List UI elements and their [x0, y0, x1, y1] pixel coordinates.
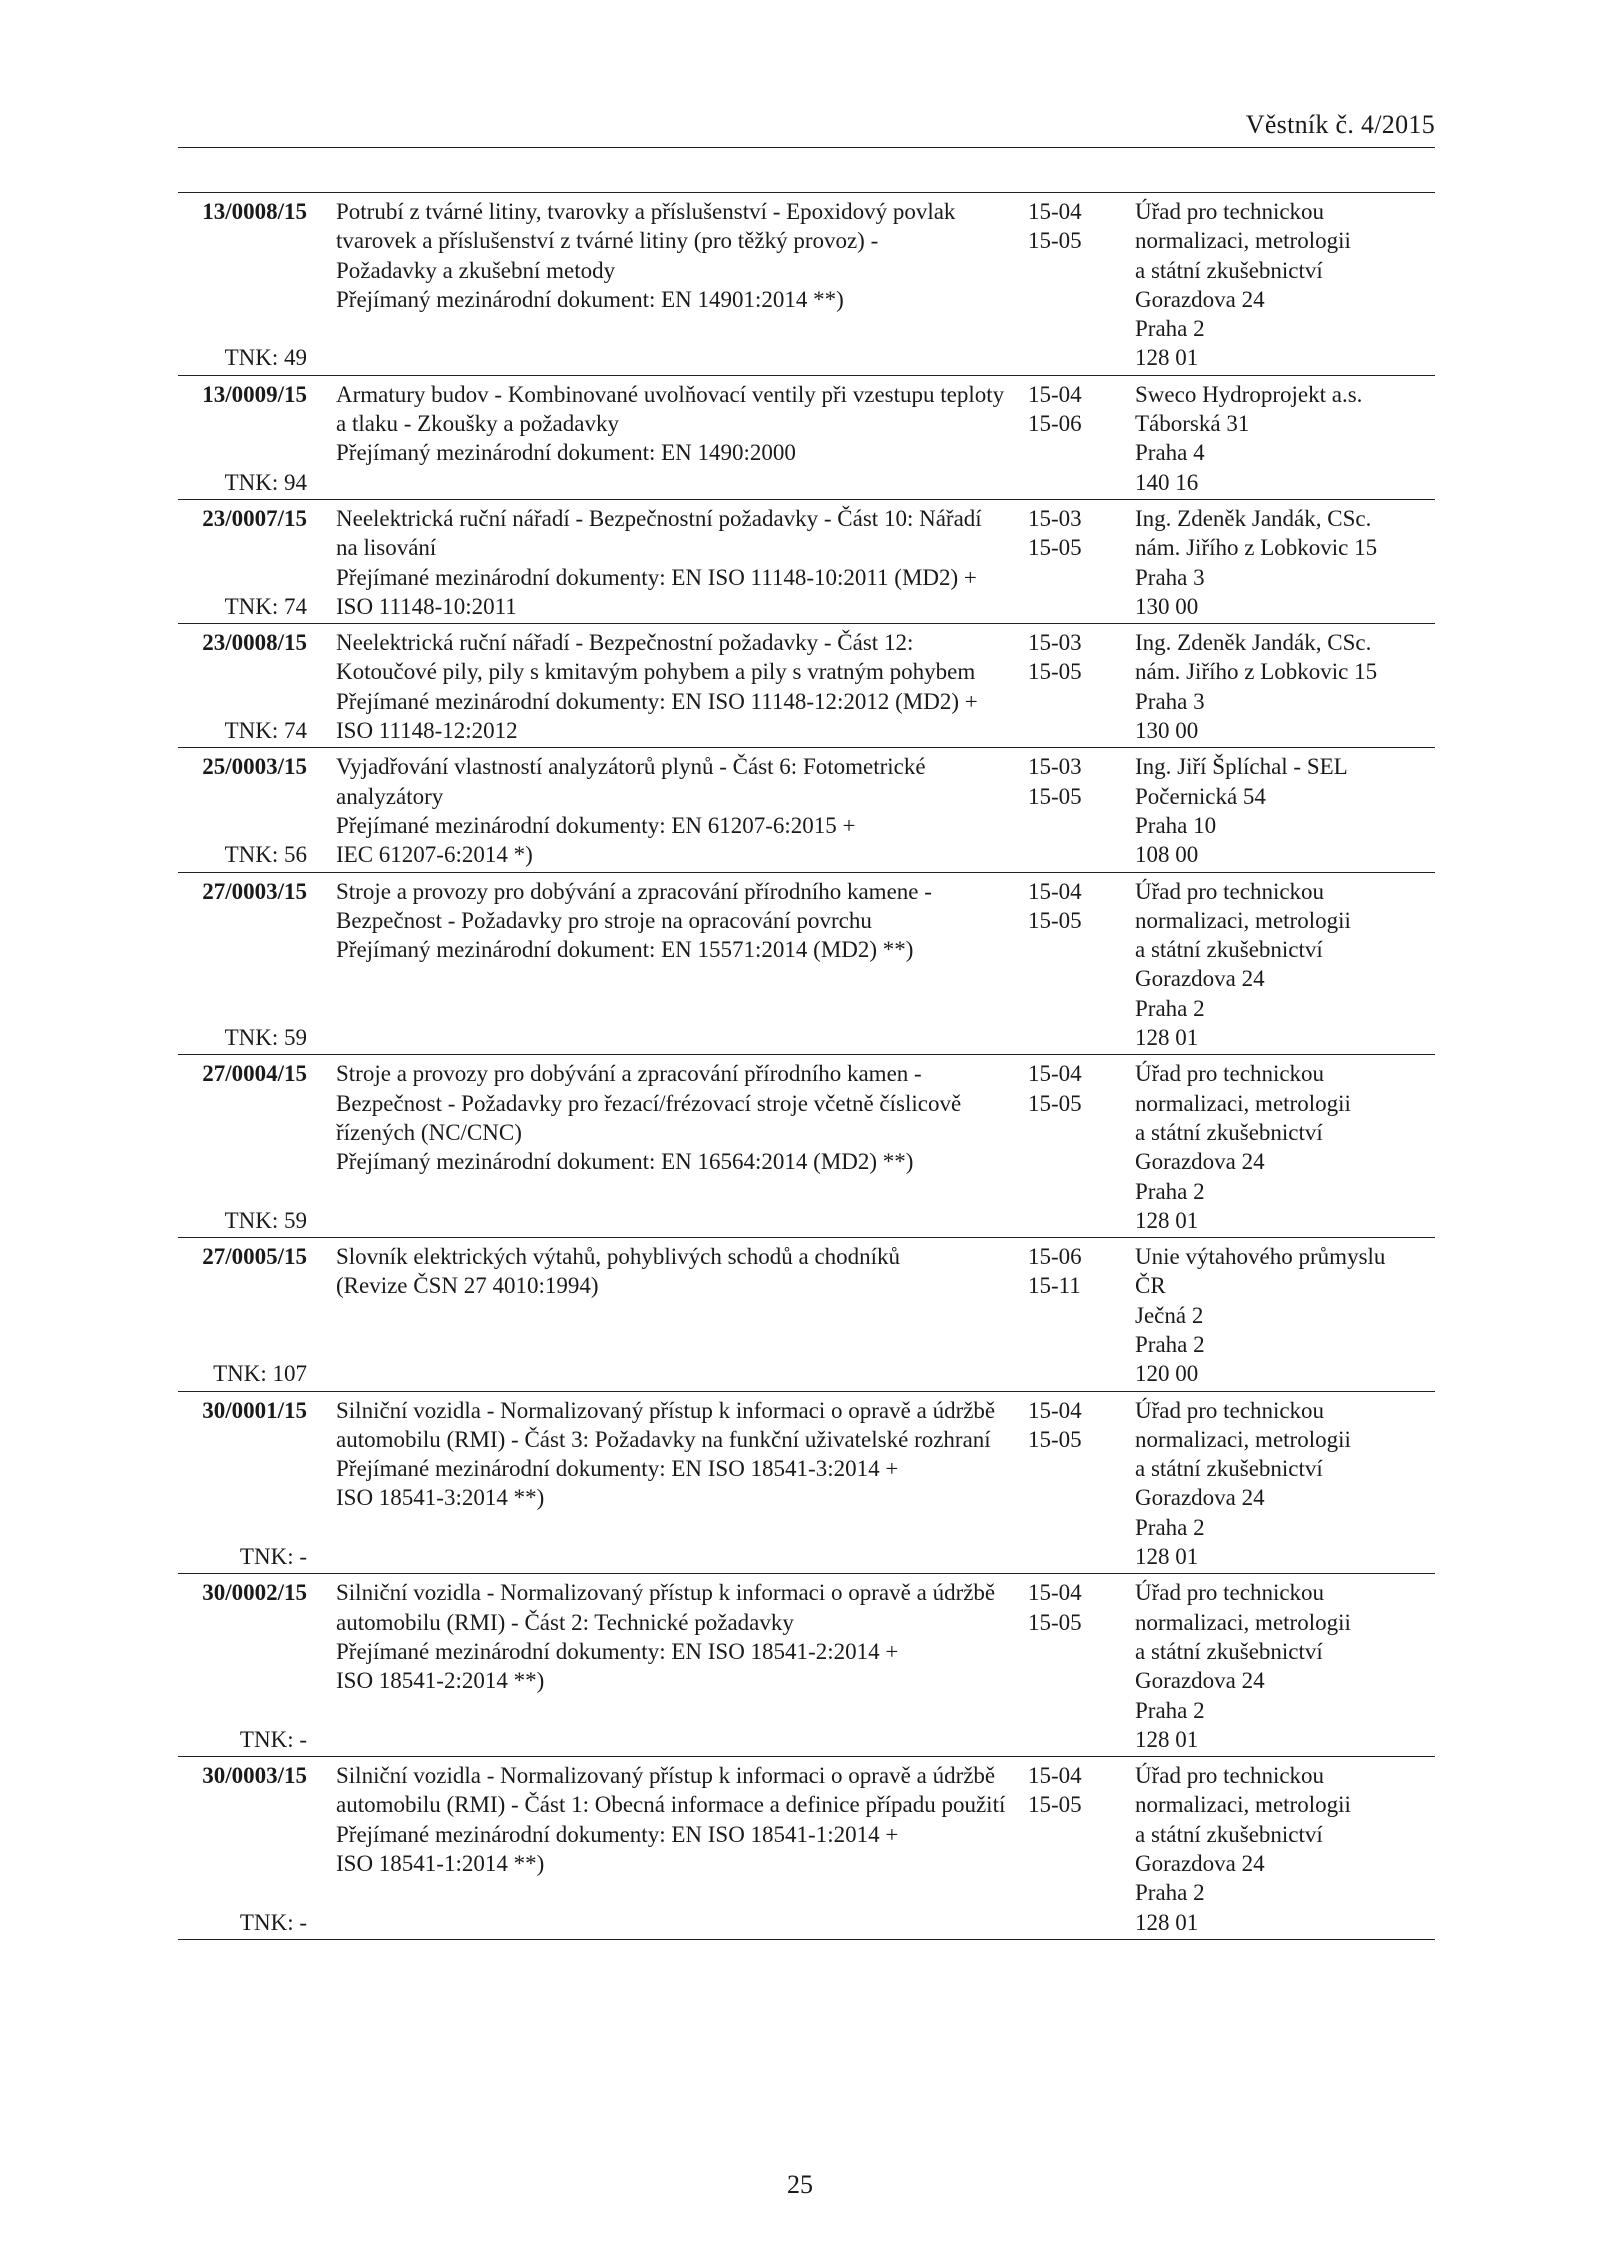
title-line: automobilu (RMI) - Část 2: Technické požadavky [336, 1609, 794, 1635]
table-row [178, 1238, 1435, 1391]
address-line: Gorazdova 24 [1135, 966, 1265, 992]
row-id-cell [178, 752, 307, 869]
title-line: Přejímané mezinárodní dokumenty: EN ISO 18541-3:2014 + [336, 1456, 899, 1482]
address-line: Úřad pro technickou [1135, 1580, 1325, 1606]
address-line: a státní zkušebnictví [1135, 1119, 1323, 1145]
page-number: 25 [787, 2170, 813, 2199]
processor-address-cell [1130, 504, 1435, 621]
row-id-cell [178, 1059, 307, 1235]
address-line: Ing. Zdeněk Jandák, CSc. [1135, 505, 1372, 531]
address-line: 130 00 [1135, 593, 1199, 619]
title-line: na lisování [336, 535, 437, 561]
table-row [178, 376, 1435, 500]
date-value: 15-03 [1028, 630, 1082, 656]
tnk-label: TNK: 59 [224, 1207, 307, 1233]
row-id-cell [178, 628, 307, 745]
table-row [178, 1757, 1435, 1940]
address-line: ČR [1135, 1273, 1166, 1299]
address-line: Praha 4 [1135, 440, 1205, 466]
processor-address-cell [1130, 1578, 1435, 1754]
row-id-cell [178, 1242, 307, 1388]
address-line: 108 00 [1135, 842, 1199, 868]
processor-address-cell [1130, 1242, 1435, 1388]
address-line: Praha 2 [1135, 316, 1205, 342]
standard-code: 25/0003/15 [202, 754, 307, 780]
table-row [178, 873, 1435, 1056]
standard-code: 30/0001/15 [202, 1397, 307, 1423]
standard-title-cell [307, 1761, 1022, 1937]
standard-code: 30/0002/15 [202, 1580, 307, 1606]
row-id-cell [178, 877, 307, 1053]
standard-title-cell [307, 752, 1022, 869]
address-line: Úřad pro technickou [1135, 1763, 1325, 1789]
address-line: Unie výtahového průmyslu [1135, 1244, 1386, 1270]
title-line: ISO 11148-12:2012 [336, 718, 518, 744]
title-line: Neelektrická ruční nářadí - Bezpečnostní požadavky - Část 10: Nářadí [336, 505, 982, 531]
tnk-label: TNK: - [239, 1909, 307, 1935]
date-value: 15-05 [1028, 1090, 1082, 1116]
address-line: 128 01 [1135, 1025, 1199, 1051]
dates-cell [1022, 1059, 1130, 1235]
title-line: Přejímaný mezinárodní dokument: EN 16564:2014 (MD2) **) [336, 1149, 914, 1175]
standard-code: 23/0008/15 [202, 630, 307, 656]
title-line: Přejímaný mezinárodní dokument: EN 14901:2014 **) [336, 286, 844, 312]
date-value: 15-05 [1028, 783, 1082, 809]
page-header-title: Věstník č. 4/2015 [1245, 110, 1435, 139]
dates-cell [1022, 380, 1130, 497]
address-line: a státní zkušebnictví [1135, 257, 1323, 283]
standard-code: 30/0003/15 [202, 1763, 307, 1789]
date-value: 15-04 [1028, 1763, 1082, 1789]
address-line: 128 01 [1135, 1726, 1199, 1752]
date-value: 15-11 [1028, 1273, 1081, 1299]
title-line: automobilu (RMI) - Část 1: Obecná informace a definice případu použití [336, 1792, 1006, 1818]
date-value: 15-05 [1028, 1426, 1082, 1452]
address-line: normalizaci, metrologii [1135, 1609, 1351, 1635]
title-line: Silniční vozidla - Normalizovaný přístup k informaci o opravě a údržbě [336, 1580, 996, 1606]
title-line: automobilu (RMI) - Část 3: Požadavky na funkční uživatelské rozhraní [336, 1426, 991, 1452]
standards-table [178, 193, 1435, 1940]
standard-title-cell [307, 877, 1022, 1053]
date-value: 15-03 [1028, 505, 1082, 531]
address-line: 130 00 [1135, 718, 1199, 744]
address-line: Praha 2 [1135, 1697, 1205, 1723]
title-line: Požadavky a zkušební metody [336, 257, 616, 283]
table-row [178, 1055, 1435, 1238]
standard-title-cell [307, 504, 1022, 621]
table-row [178, 624, 1435, 748]
standard-code: 27/0003/15 [202, 878, 307, 904]
address-line: Praha 2 [1135, 1178, 1205, 1204]
dates-cell [1022, 1396, 1130, 1572]
date-value: 15-04 [1028, 1061, 1082, 1087]
date-value: 15-04 [1028, 878, 1082, 904]
table-row [178, 193, 1435, 376]
address-line: 120 00 [1135, 1361, 1199, 1387]
address-line: 128 01 [1135, 1544, 1199, 1570]
dates-cell [1022, 1761, 1130, 1937]
address-line: Praha 10 [1135, 812, 1217, 838]
dates-cell [1022, 504, 1130, 621]
title-line: řízených (NC/CNC) [336, 1119, 522, 1145]
processor-address-cell [1130, 752, 1435, 869]
date-value: 15-04 [1028, 381, 1082, 407]
address-line: Táborská 31 [1135, 411, 1250, 437]
address-line: Praha 2 [1135, 1331, 1205, 1357]
tnk-label: TNK: 74 [224, 718, 307, 744]
title-line: ISO 18541-3:2014 **) [336, 1485, 545, 1511]
address-line: 128 01 [1135, 345, 1199, 371]
processor-address-cell [1130, 628, 1435, 745]
title-line: Přejímaný mezinárodní dokument: EN 15571:2014 (MD2) **) [336, 937, 914, 963]
standard-title-cell [307, 197, 1022, 373]
title-line: a tlaku - Zkoušky a požadavky [336, 411, 619, 437]
address-line: Gorazdova 24 [1135, 1851, 1265, 1877]
title-line: Přejímané mezinárodní dokumenty: EN ISO 18541-2:2014 + [336, 1638, 899, 1664]
title-line: Potrubí z tvárné litiny, tvarovky a příslušenství - Epoxidový povlak [336, 199, 956, 224]
row-id-cell [178, 1578, 307, 1754]
standard-title-cell [307, 380, 1022, 497]
address-line: normalizaci, metrologii [1135, 1426, 1351, 1452]
title-line: Silniční vozidla - Normalizovaný přístup k informaci o opravě a údržbě [336, 1763, 996, 1789]
address-line: a státní zkušebnictví [1135, 937, 1323, 963]
address-line: a státní zkušebnictví [1135, 1638, 1323, 1664]
date-value: 15-05 [1028, 907, 1082, 933]
standard-code: 27/0005/15 [202, 1244, 307, 1270]
standard-title-cell [307, 1059, 1022, 1235]
tnk-label: TNK: 49 [224, 345, 307, 371]
address-line: Gorazdova 24 [1135, 1485, 1265, 1511]
title-line: Neelektrická ruční nářadí - Bezpečnostní požadavky - Část 12: [336, 630, 914, 656]
title-line: Přejímané mezinárodní dokumenty: EN ISO 11148-10:2011 (MD2) + [336, 564, 977, 590]
date-value: 15-04 [1028, 199, 1082, 224]
address-line: normalizaci, metrologii [1135, 907, 1351, 933]
address-line: 128 01 [1135, 1909, 1199, 1935]
processor-address-cell [1130, 877, 1435, 1053]
address-line: 128 01 [1135, 1207, 1199, 1233]
address-line: Praha 2 [1135, 1514, 1205, 1540]
tnk-label: TNK: - [239, 1544, 307, 1570]
dates-cell [1022, 877, 1130, 1053]
address-line: Ing. Jiří Šplíchal - SEL [1135, 754, 1348, 780]
address-line: Praha 3 [1135, 564, 1205, 590]
title-line: Přejímané mezinárodní dokumenty: EN 61207-6:2015 + [336, 812, 856, 838]
tnk-label: TNK: 59 [224, 1025, 307, 1051]
processor-address-cell [1130, 1059, 1435, 1235]
title-line: Armatury budov - Kombinované uvolňovací ventily při vzestupu teploty [336, 381, 1005, 407]
date-value: 15-03 [1028, 754, 1082, 780]
address-line: Úřad pro technickou [1135, 878, 1325, 904]
title-line: Bezpečnost - Požadavky pro řezací/frézovací stroje včetně číslicově [336, 1090, 962, 1116]
dates-cell [1022, 752, 1130, 869]
address-line: Sweco Hydroprojekt a.s. [1135, 381, 1363, 407]
date-value: 15-06 [1028, 1244, 1082, 1270]
date-value: 15-04 [1028, 1397, 1082, 1423]
date-value: 15-05 [1028, 228, 1082, 254]
date-value: 15-04 [1028, 1580, 1082, 1606]
title-line: Přejímaný mezinárodní dokument: EN 1490:2000 [336, 440, 796, 466]
address-line: Úřad pro technickou [1135, 199, 1325, 224]
address-line: Praha 2 [1135, 995, 1205, 1021]
address-line: Ječná 2 [1135, 1302, 1204, 1328]
date-value: 15-05 [1028, 535, 1082, 561]
address-line: normalizaci, metrologii [1135, 228, 1351, 254]
title-line: ISO 18541-1:2014 **) [336, 1851, 545, 1877]
title-line: Kotoučové pily, pily s kmitavým pohybem a pily s vratným pohybem [336, 659, 976, 685]
address-line: Gorazdova 24 [1135, 1668, 1265, 1694]
address-line: Praha 2 [1135, 1880, 1205, 1906]
date-value: 15-05 [1028, 1609, 1082, 1635]
title-line: Vyjadřování vlastností analyzátorů plynů - Část 6: Fotometrické [336, 754, 926, 780]
title-line: Stroje a provozy pro dobývání a zpracování přírodního kamen - [336, 1061, 922, 1087]
table-row [178, 1392, 1435, 1575]
address-line: Gorazdova 24 [1135, 1149, 1265, 1175]
table-row [178, 748, 1435, 872]
address-line: a státní zkušebnictví [1135, 1456, 1323, 1482]
address-line: 140 16 [1135, 469, 1199, 495]
address-line: Počernická 54 [1135, 783, 1266, 809]
standard-title-cell [307, 1578, 1022, 1754]
standard-title-cell [307, 628, 1022, 745]
title-line: Slovník elektrických výtahů, pohyblivých schodů a chodníků [336, 1244, 901, 1270]
row-id-cell [178, 197, 307, 373]
address-line: nám. Jiřího z Lobkovic 15 [1135, 659, 1378, 685]
standard-title-cell [307, 1242, 1022, 1388]
dates-cell [1022, 197, 1130, 373]
title-line: ISO 18541-2:2014 **) [336, 1668, 545, 1694]
processor-address-cell [1130, 197, 1435, 373]
row-id-cell [178, 504, 307, 621]
title-line: ISO 11148-10:2011 [336, 593, 517, 619]
row-id-cell [178, 1761, 307, 1937]
address-line: Praha 3 [1135, 688, 1205, 714]
title-line: (Revize ČSN 27 4010:1994) [336, 1273, 599, 1299]
address-line: Úřad pro technickou [1135, 1397, 1325, 1423]
dates-cell [1022, 1242, 1130, 1388]
date-value: 15-05 [1028, 1792, 1082, 1818]
title-line: Bezpečnost - Požadavky pro stroje na opracování povrchu [336, 907, 872, 933]
address-line: Ing. Zdeněk Jandák, CSc. [1135, 630, 1372, 656]
tnk-label: TNK: 56 [224, 842, 307, 868]
processor-address-cell [1130, 380, 1435, 497]
standard-code: 13/0008/15 [202, 199, 307, 224]
title-line: Silniční vozidla - Normalizovaný přístup k informaci o opravě a údržbě [336, 1397, 996, 1423]
processor-address-cell [1130, 1396, 1435, 1572]
table-row [178, 1574, 1435, 1757]
address-line: Úřad pro technickou [1135, 1061, 1325, 1087]
address-line: Gorazdova 24 [1135, 286, 1265, 312]
title-line: analyzátory [336, 783, 444, 809]
tnk-label: TNK: 107 [213, 1361, 307, 1387]
title-line: Stroje a provozy pro dobývání a zpracování přírodního kamene - [336, 878, 932, 904]
dates-cell [1022, 628, 1130, 745]
row-id-cell [178, 380, 307, 497]
tnk-label: TNK: - [239, 1726, 307, 1752]
row-id-cell [178, 1396, 307, 1572]
address-line: nám. Jiřího z Lobkovic 15 [1135, 535, 1378, 561]
title-line: IEC 61207-6:2014 *) [336, 842, 533, 868]
address-line: normalizaci, metrologii [1135, 1090, 1351, 1116]
title-line: Přejímané mezinárodní dokumenty: EN ISO 18541-1:2014 + [336, 1821, 899, 1847]
address-line: normalizaci, metrologii [1135, 1792, 1351, 1818]
standard-code: 27/0004/15 [202, 1061, 307, 1087]
processor-address-cell [1130, 1761, 1435, 1937]
tnk-label: TNK: 94 [224, 469, 307, 495]
standard-title-cell [307, 1396, 1022, 1572]
header-rule [178, 147, 1435, 148]
date-value: 15-06 [1028, 411, 1082, 437]
dates-cell [1022, 1578, 1130, 1754]
address-line: a státní zkušebnictví [1135, 1821, 1323, 1847]
tnk-label: TNK: 74 [224, 593, 307, 619]
standard-code: 13/0009/15 [202, 381, 307, 407]
table-row [178, 500, 1435, 624]
title-line: tvarovek a příslušenství z tvárné litiny (pro těžký provoz) - [336, 228, 879, 254]
date-value: 15-05 [1028, 659, 1082, 685]
title-line: Přejímané mezinárodní dokumenty: EN ISO 11148-12:2012 (MD2) + [336, 688, 978, 714]
standard-code: 23/0007/15 [202, 505, 307, 531]
